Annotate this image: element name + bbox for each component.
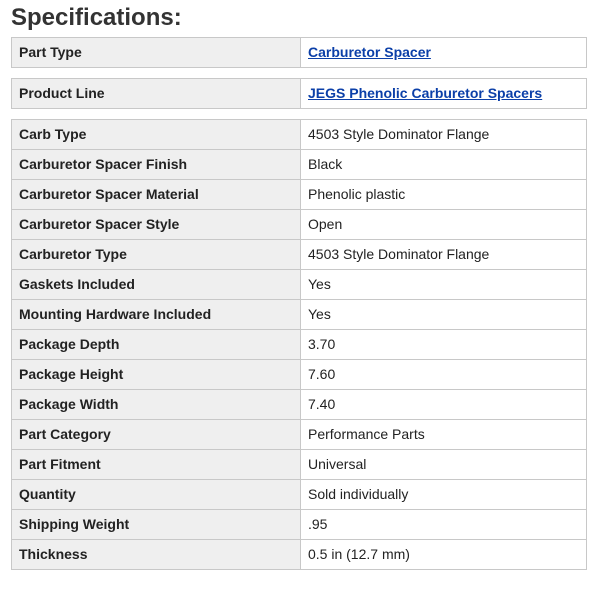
spec-row <box>12 480 587 510</box>
product-line-table <box>11 78 587 109</box>
spec-value: 7.60 <box>301 360 587 390</box>
spec-row <box>12 360 587 390</box>
product-line-link[interactable]: JEGS Phenolic Carburetor Spacers <box>308 85 543 101</box>
spec-row <box>12 390 587 420</box>
spec-label: Part Type <box>12 38 301 68</box>
spec-row <box>12 300 587 330</box>
spec-value: Sold individually <box>301 480 587 510</box>
spec-row <box>12 330 587 360</box>
spec-value: 0.5 in (12.7 mm) <box>301 540 587 570</box>
spec-label: Gaskets Included <box>12 270 301 300</box>
spec-value: Phenolic plastic <box>301 180 587 210</box>
spec-label: Shipping Weight <box>12 510 301 540</box>
spec-value: Universal <box>301 450 587 480</box>
spec-value: Open <box>301 210 587 240</box>
spec-row-part-type <box>12 38 587 68</box>
spec-value: Black <box>301 150 587 180</box>
spec-value <box>301 38 587 68</box>
spec-label: Quantity <box>12 480 301 510</box>
spec-row <box>12 120 587 150</box>
spec-label: Package Width <box>12 390 301 420</box>
spec-row <box>12 240 587 270</box>
spec-value: Performance Parts <box>301 420 587 450</box>
spec-row <box>12 210 587 240</box>
spec-row-product-line <box>12 79 587 109</box>
spec-value: Yes <box>301 270 587 300</box>
spec-value: 4503 Style Dominator Flange <box>301 240 587 270</box>
spec-label: Carburetor Spacer Style <box>12 210 301 240</box>
specifications-heading: Specifications: <box>11 4 182 31</box>
specifications-table <box>11 119 587 570</box>
spec-label: Carb Type <box>12 120 301 150</box>
part-type-link[interactable]: Carburetor Spacer <box>308 44 431 60</box>
spec-row <box>12 540 587 570</box>
spec-row <box>12 420 587 450</box>
spec-label: Package Height <box>12 360 301 390</box>
spec-value: Yes <box>301 300 587 330</box>
spec-label: Part Category <box>12 420 301 450</box>
spec-label: Product Line <box>12 79 301 109</box>
spec-label: Part Fitment <box>12 450 301 480</box>
spec-label: Mounting Hardware Included <box>12 300 301 330</box>
spec-value: 4503 Style Dominator Flange <box>301 120 587 150</box>
spec-value: 3.70 <box>301 330 587 360</box>
spec-row <box>12 270 587 300</box>
spec-value <box>301 79 587 109</box>
spec-row <box>12 180 587 210</box>
spec-value: .95 <box>301 510 587 540</box>
spec-label: Thickness <box>12 540 301 570</box>
part-type-table <box>11 37 587 68</box>
spec-label: Carburetor Spacer Finish <box>12 150 301 180</box>
spec-label: Package Depth <box>12 330 301 360</box>
spec-row <box>12 510 587 540</box>
spec-row <box>12 450 587 480</box>
spec-label: Carburetor Spacer Material <box>12 180 301 210</box>
specifications-table-body <box>12 120 587 570</box>
spec-row <box>12 150 587 180</box>
spec-label: Carburetor Type <box>12 240 301 270</box>
spec-value: 7.40 <box>301 390 587 420</box>
